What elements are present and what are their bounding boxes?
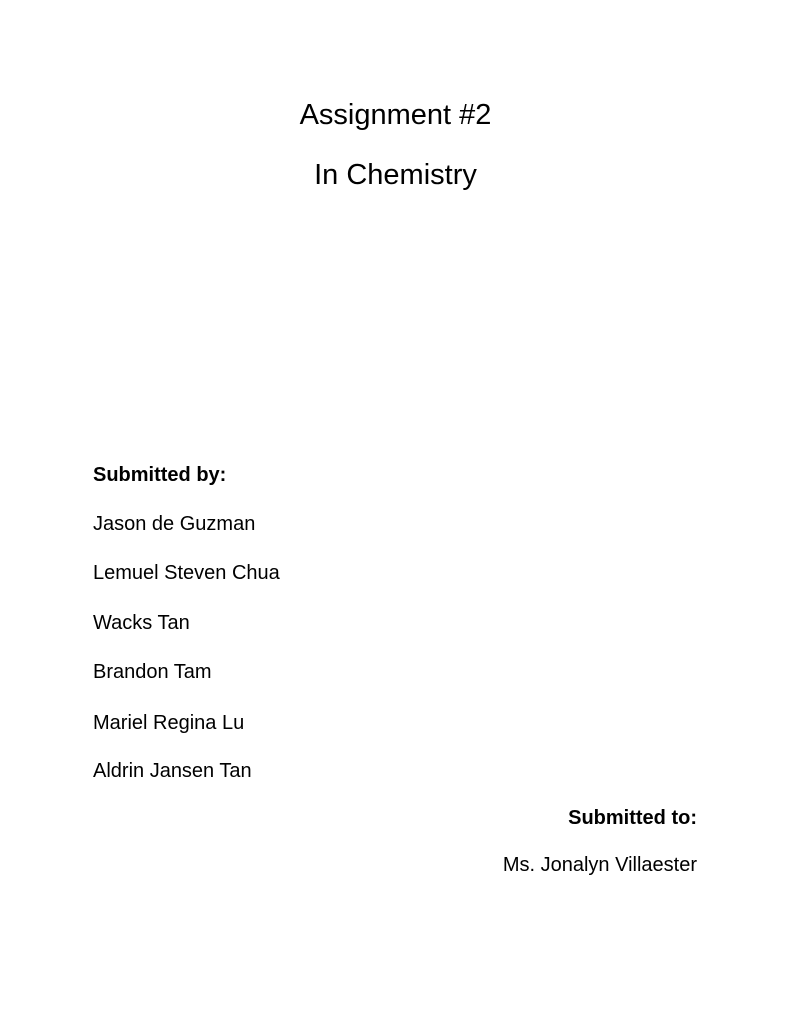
document-subtitle: In Chemistry (314, 159, 477, 191)
submitted-to-label: Submitted to: (568, 807, 697, 829)
document-title: Assignment #2 (299, 99, 492, 131)
member-name: Lemuel Steven Chua (93, 562, 280, 584)
member-name: Wacks Tan (93, 612, 190, 634)
submitted-by-label: Submitted by: (93, 464, 227, 486)
instructor-name: Ms. Jonalyn Villaester (502, 854, 697, 876)
member-name: Jason de Guzman (93, 513, 256, 535)
member-name: Aldrin Jansen Tan (93, 760, 252, 782)
member-name: Brandon Tam (93, 661, 212, 683)
member-name: Mariel Regina Lu (93, 712, 245, 734)
